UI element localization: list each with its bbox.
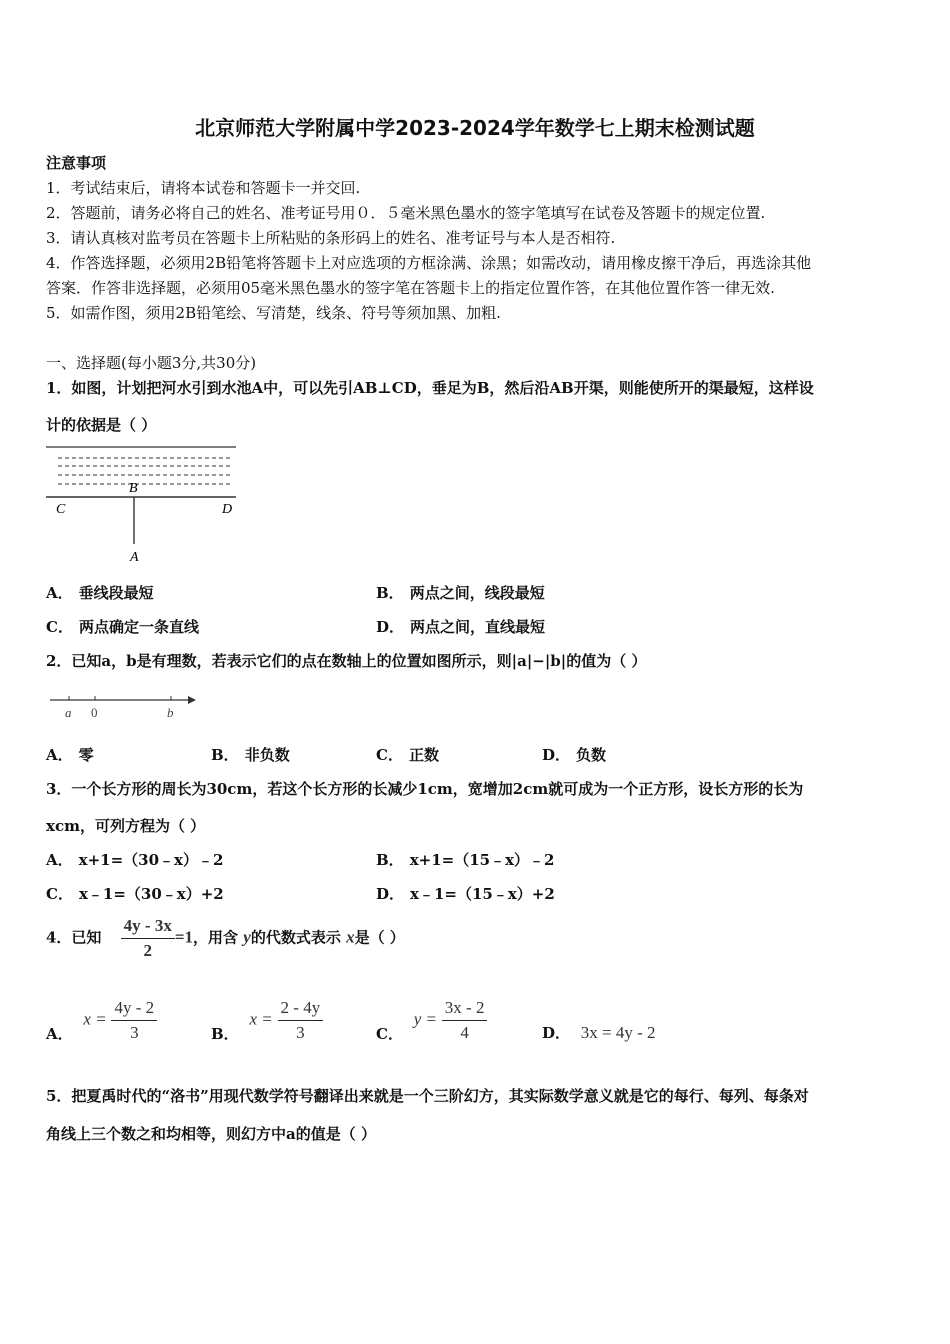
option-fraction: [111, 998, 157, 1043]
q4-suffix-a: ，用含: [193, 928, 239, 947]
option-text: 非负数: [244, 746, 290, 764]
fraction-denominator: 2: [143, 941, 152, 960]
fraction-numerator: 4y - 2: [111, 998, 157, 1021]
option-text: x﹣1=（30﹣x）+2: [78, 885, 224, 903]
option-text: x﹣1=（15﹣x）+2: [410, 885, 555, 903]
option-letter: C．: [46, 885, 73, 903]
figure-label-c: C: [56, 502, 66, 517]
option-letter: A．: [46, 1024, 73, 1043]
option-letter: D．: [376, 618, 405, 636]
q3-option-b[interactable]: [376, 849, 554, 870]
option-expression: 3x = 4y - 2: [580, 1023, 656, 1042]
notice-item: 3．请认真核对监考员在答题卡上所粘贴的条形码上的姓名、准考证号与本人是否相符.: [46, 229, 616, 247]
option-text: 两点确定一条直线: [78, 618, 199, 636]
fraction-denominator: 4: [460, 1023, 469, 1042]
q4-suffix-b: 的代数式表示: [250, 928, 341, 947]
q4-var-y: y: [243, 927, 251, 947]
q3-option-d[interactable]: [376, 883, 555, 904]
fraction-denominator: 3: [130, 1023, 139, 1042]
option-letter: A．: [46, 851, 73, 869]
option-lhs: x =: [83, 1009, 107, 1029]
q2-option-c[interactable]: [376, 744, 439, 765]
fraction-denominator: 3: [296, 1023, 305, 1042]
figure-label-d: D: [222, 502, 233, 517]
option-letter: C．: [46, 618, 73, 636]
q5-stem: 5．把夏禹时代的“洛书”用现代数学符号翻译出来就是一个三阶幻方，其实际数学意义就是它的每行、每列、每条对: [46, 1087, 809, 1105]
option-letter: D．: [542, 746, 571, 764]
option-fraction: [442, 998, 488, 1043]
q4-option-a[interactable]: [46, 998, 157, 1044]
q2-option-b[interactable]: [211, 744, 290, 765]
q4-stem: [46, 916, 405, 961]
q4-var-x: x: [346, 927, 355, 947]
option-letter: A．: [46, 584, 73, 602]
option-text: 负数: [576, 746, 607, 764]
option-lhs: x =: [249, 1009, 273, 1029]
option-letter: B．: [376, 851, 404, 869]
section-heading: 一、选择题(每小题3分,共30分): [46, 354, 257, 372]
notice-item: 2．答题前，请务必将自己的姓名、准考证号用０．５毫米黑色墨水的签字笔填写在试卷及答题卡的规定位置.: [46, 204, 766, 222]
option-text: 两点之间，直线最短: [410, 618, 546, 636]
q2-number-line: [46, 688, 204, 722]
q2-option-a[interactable]: [46, 744, 94, 765]
q4-option-d[interactable]: [542, 1022, 656, 1043]
axis-label-zero: 0: [91, 705, 98, 720]
notice-heading: 注意事项: [46, 154, 107, 172]
notice-item: 5．如需作图，须用2B铅笔绘、写清楚，线条、符号等须加黑、加粗.: [46, 304, 501, 322]
q1-option-c[interactable]: [46, 616, 199, 637]
q1-option-b[interactable]: [376, 582, 545, 603]
q1-river-figure: [46, 444, 240, 568]
q3-stem-cont: xcm，可列方程为（ ）: [46, 817, 206, 835]
option-letter: B．: [376, 584, 404, 602]
q5-stem-cont: 角线上三个数之和均相等，则幻方中a的值是（ ）: [46, 1125, 376, 1143]
q4-given-rhs: =1: [174, 927, 194, 947]
q3-option-c[interactable]: [46, 883, 224, 904]
option-letter: B．: [211, 1024, 239, 1043]
q1-option-a[interactable]: [46, 582, 154, 603]
q4-option-b[interactable]: [211, 998, 323, 1044]
notice-item: 1．考试结束后，请将本试卷和答题卡一并交回.: [46, 179, 361, 197]
option-text: x+1=（15﹣x）﹣2: [409, 851, 555, 869]
option-text: 正数: [408, 746, 439, 764]
fraction-numerator: 3x - 2: [442, 998, 488, 1021]
option-text: 垂线段最短: [78, 584, 154, 602]
axis-label-b: b: [167, 705, 174, 720]
fraction-numerator: 4y - 3x: [121, 916, 175, 939]
option-text: 零: [78, 746, 94, 764]
option-letter: D．: [542, 1024, 571, 1042]
option-letter: A．: [46, 746, 73, 764]
figure-label-b: B: [129, 481, 138, 496]
option-fraction: [278, 998, 324, 1043]
option-text: 两点之间，线段最短: [409, 584, 545, 602]
notice-item: 4．作答选择题，必须用2B铅笔将答题卡上对应选项的方框涂满、涂黑；如需改动，请用橡皮擦干净后，再选涂其他: [46, 254, 812, 272]
option-letter: B．: [211, 746, 239, 764]
q1-option-d[interactable]: [376, 616, 545, 637]
q1-stem: 1．如图，计划把河水引到水池A中，可以先引AB⊥CD，垂足为B，然后沿AB开渠，则能使所开的渠最短，这样设: [46, 379, 814, 397]
q4-option-c[interactable]: [376, 998, 487, 1044]
option-letter: D．: [376, 885, 405, 903]
notice-item: 答案．作答非选择题，必须用05毫米黑色墨水的签字笔在答题卡上的指定位置作答，在其他位置作答一律无效.: [46, 279, 775, 297]
q2-option-d[interactable]: [542, 744, 606, 765]
option-letter: C．: [376, 746, 403, 764]
page-title: 北京师范大学附属中学2023-2024学年数学七上期末检测试题: [195, 116, 755, 140]
q4-suffix-c: 是（ ）: [354, 928, 405, 947]
axis-label-a: a: [65, 705, 72, 720]
q3-option-a[interactable]: [46, 849, 223, 870]
q4-given-fraction: [121, 916, 175, 961]
option-letter: C．: [376, 1024, 403, 1043]
option-text: x+1=（30﹣x）﹣2: [78, 851, 224, 869]
q2-stem: 2．已知a，b是有理数，若表示它们的点在数轴上的位置如图所示，则|a|−|b|的值为（ ）: [46, 652, 647, 670]
q3-stem: 3．一个长方形的周长为30cm，若这个长方形的长减少1cm，宽增加2cm就可成为一个正方形，设长方形的长为: [46, 780, 804, 798]
fraction-numerator: 2 - 4y: [278, 998, 324, 1021]
q1-stem-cont: 计的依据是（ ）: [46, 416, 157, 434]
q4-prefix: 4．已知: [46, 928, 102, 947]
figure-label-a: A: [130, 550, 139, 565]
option-lhs: y =: [413, 1009, 438, 1029]
